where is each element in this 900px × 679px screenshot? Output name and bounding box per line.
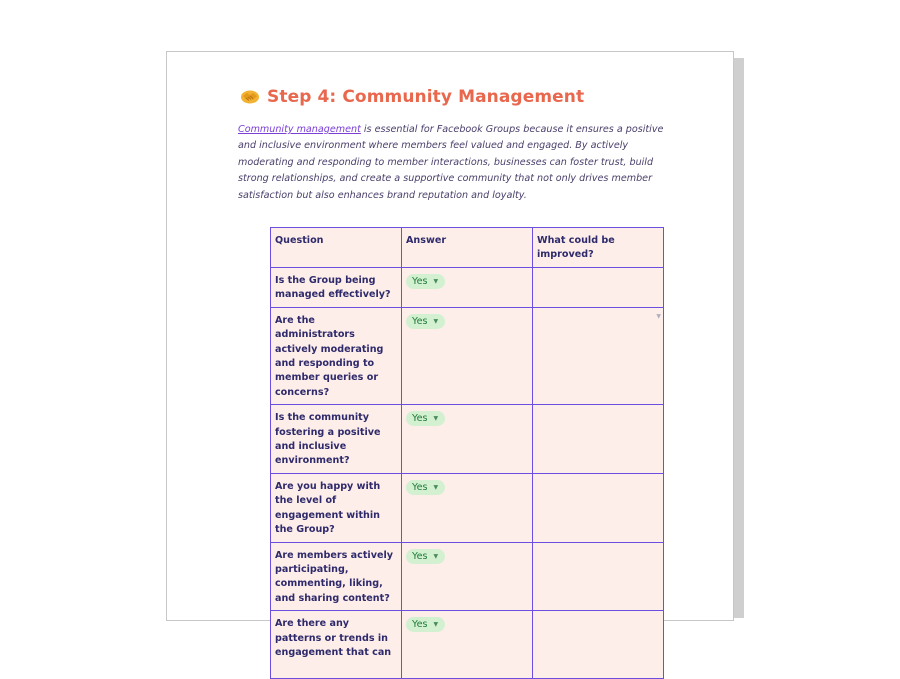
table-row: [271, 473, 664, 542]
header-question: Question: [271, 228, 402, 268]
intro-text: is essential for Facebook Groups because it ensures a positive and inclusive environment where members feel valued and engaged. By actively moderating and responding to member interactions, businesses can foster trust, build strong relationships, and create a supportive community that not only drives member satisfaction but also enhances brand reputation and loyalty.: [238, 124, 664, 201]
caret-down-icon: ▼: [433, 552, 439, 560]
answer-value: Yes: [412, 619, 428, 631]
community-management-link[interactable]: Community management: [238, 124, 361, 135]
question-cell: Is the community fostering a positive and inclusive environment?: [271, 405, 402, 474]
section-heading: [239, 86, 584, 107]
handshake-icon: [239, 86, 260, 107]
intro-paragraph: [238, 122, 668, 204]
improve-cell[interactable]: [533, 542, 664, 611]
header-improve: What could be improved?: [533, 228, 664, 268]
caret-down-icon: ▼: [433, 317, 439, 325]
caret-down-icon: ▼: [433, 415, 439, 423]
question-cell: Are you happy with the level of engagement within the Group?: [271, 473, 402, 542]
table-row: [271, 405, 664, 474]
answer-value: Yes: [412, 315, 428, 327]
table-row: [271, 542, 664, 611]
answer-cell: [402, 267, 533, 307]
answer-dropdown[interactable]: [406, 314, 445, 329]
answer-cell: [402, 473, 533, 542]
document-page: [166, 51, 734, 658]
caret-down-icon: ▼: [433, 483, 439, 491]
improve-cell[interactable]: [533, 473, 664, 542]
question-cell: Are the administrators actively moderating and responding to member queries or concerns?: [271, 307, 402, 404]
header-answer: Answer: [402, 228, 533, 268]
section-title: Step 4: Community Management: [267, 86, 585, 107]
answer-dropdown[interactable]: [406, 617, 445, 632]
answer-cell: [402, 611, 533, 679]
improve-cell[interactable]: [533, 267, 664, 307]
answer-cell: [402, 542, 533, 611]
table-row: [271, 611, 664, 679]
improve-cell[interactable]: [533, 611, 664, 679]
answer-value: Yes: [412, 413, 428, 425]
answer-value: Yes: [412, 275, 428, 287]
question-cell: Are there any patterns or trends in engagement that can: [271, 611, 402, 679]
cell-menu-icon[interactable]: ▼: [656, 312, 661, 320]
table-header-row: [271, 228, 664, 268]
caret-down-icon: ▼: [433, 277, 439, 285]
answer-dropdown[interactable]: [406, 480, 445, 495]
table-row: [271, 307, 664, 404]
answer-dropdown[interactable]: [406, 549, 445, 564]
community-management-table: [270, 227, 664, 679]
answer-dropdown[interactable]: [406, 274, 445, 289]
improve-cell[interactable]: [533, 405, 664, 474]
table-row: [271, 267, 664, 307]
answer-value: Yes: [412, 481, 428, 493]
answer-dropdown[interactable]: [406, 411, 445, 426]
question-cell: Are members actively participating, commenting, liking, and sharing content?: [271, 542, 402, 611]
caret-down-icon: ▼: [433, 621, 439, 629]
question-cell: Is the Group being managed effectively?: [271, 267, 402, 307]
answer-value: Yes: [412, 550, 428, 562]
improve-cell[interactable]: [533, 307, 664, 404]
answer-cell: [402, 307, 533, 404]
answer-cell: [402, 405, 533, 474]
